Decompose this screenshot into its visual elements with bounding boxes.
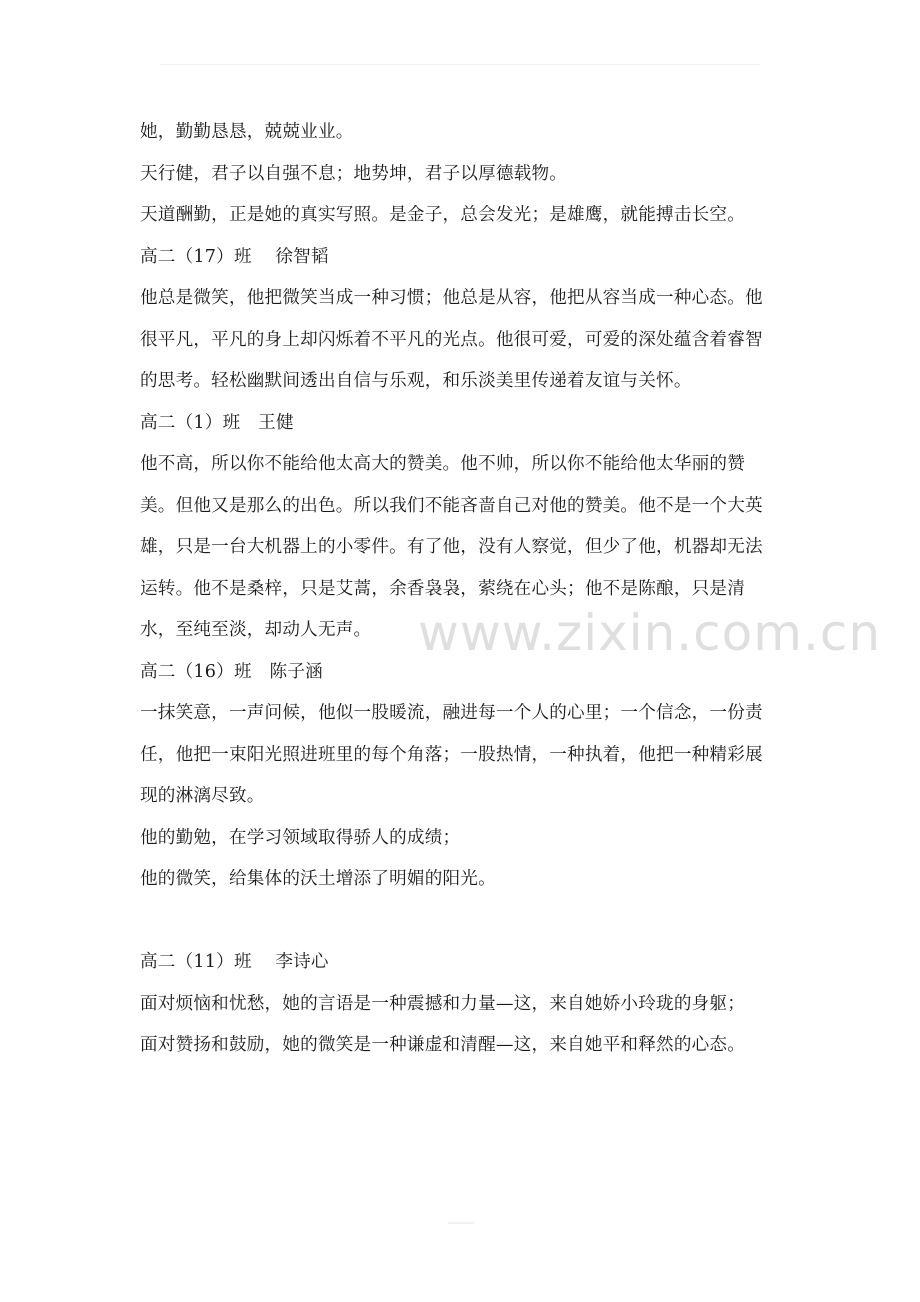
paragraph: 他的微笑，给集体的沃土增添了明媚的阳光。: [140, 869, 496, 889]
document-body: [140, 112, 780, 1067]
footer-mark: [448, 1222, 474, 1224]
paragraph: 他不高，所以你不能给他太高大的赞美。他不帅，所以你不能给他太华丽的赞美。但他又是那么的出色。所以我们不能吝啬自己对他的赞美。他不是一个大英雄，只是一台大机器上的小零件。有了他，没有人察觉，但少了他，机器却无法运转。他不是桑梓，只是艾蒿，余香袅袅，萦绕在心头；他不是陈酿，只是清水，至纯至淡，却动人无声。: [140, 454, 763, 640]
paragraph: 他的勤勉，在学习领域取得骄人的成绩；: [140, 827, 461, 848]
paragraph: 面对赞扬和鼓励，她的微笑是一种谦虚和清醒—这，来自她平和释然的心态。: [140, 1035, 745, 1055]
paragraph: 一抹笑意，一声问候，他似一股暖流，融进每一个人的心里；一个信念，一份责任，他把一束阳光照进班里的每个角落；一股热情，一种执着，他把一种精彩展现的淋漓尽致。: [140, 703, 763, 806]
paragraph: 天道酬勤，正是她的真实写照。是金子，总会发光；是雄鹰，就能搏击长空。: [140, 205, 745, 225]
paragraph: 他总是微笑，他把微笑当成一种习惯；他总是从容，他把从容当成一种心态。他很平凡，平凡的身上却闪烁着不平凡的光点。他很可爱，可爱的深处蕴含着睿智的思考。轻松幽默间透出自信与乐观，和乐淡美里传递着友谊与关怀。: [140, 288, 763, 391]
paragraph: 她，勤勤恳恳，兢兢业业。: [140, 122, 354, 142]
paragraph: 面对烦恼和忧愁，她的言语是一种震撼和力量—这，来自她娇小玲珑的身躯；: [140, 993, 745, 1014]
paragraph: 天行健，君子以自强不息；地势坤，君子以厚德载物。: [140, 163, 568, 184]
header-rule: [160, 64, 760, 65]
class-heading: 高二（11）班 李诗心: [140, 952, 329, 972]
class-heading: 高二（16）班 陈子涵: [140, 661, 323, 682]
blank-line: [140, 901, 780, 943]
watermark-text: www.zixin.com.cn: [418, 604, 882, 662]
class-heading: 高二（17）班 徐智韬: [140, 246, 329, 267]
class-heading: 高二（1）班 王健: [140, 412, 294, 433]
